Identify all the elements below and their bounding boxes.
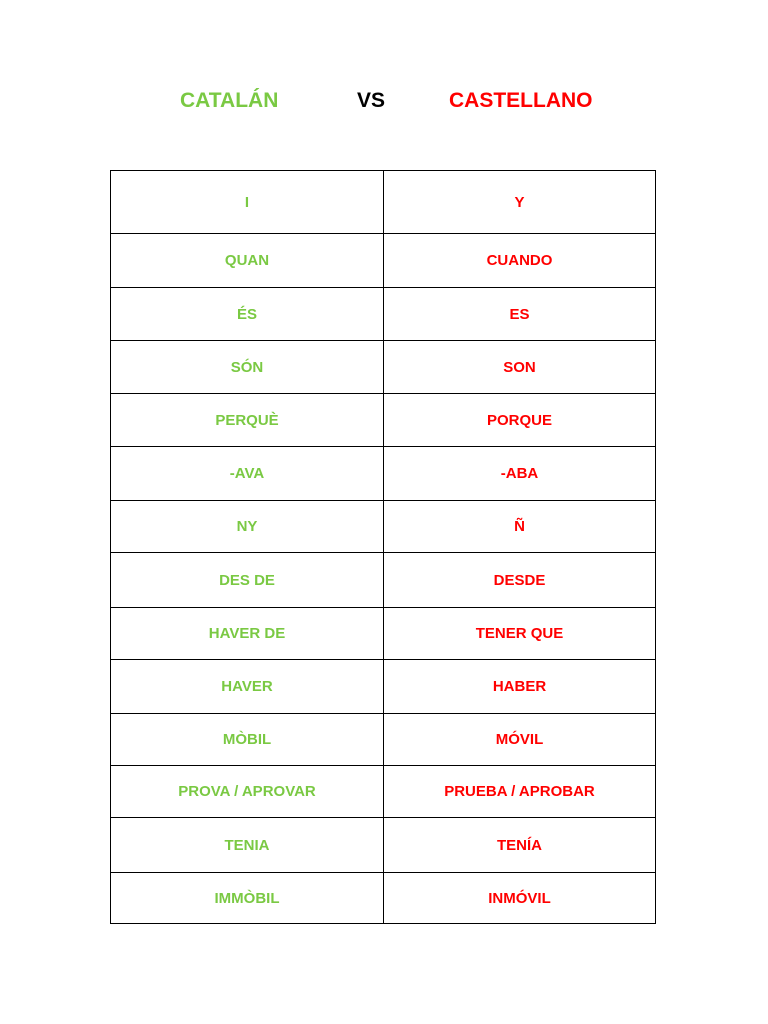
castellano-word-cell: CUANDO (384, 234, 656, 288)
catalan-word-cell: SÓN (111, 341, 384, 394)
castellano-word-cell: SON (384, 341, 656, 394)
catalan-word-cell: NY (111, 501, 384, 553)
table-row (111, 818, 656, 873)
catalan-word-cell: MÒBIL (111, 714, 384, 766)
table-row (111, 394, 656, 447)
castellano-word-cell: PRUEBA / APROBAR (384, 766, 656, 818)
title-catalan: CATALÁN (180, 89, 279, 112)
catalan-word-cell: HAVER (111, 660, 384, 714)
catalan-word-cell: I (111, 171, 384, 234)
catalan-word-cell: IMMÒBIL (111, 873, 384, 924)
castellano-word-cell: Y (384, 171, 656, 234)
castellano-word-cell: ES (384, 288, 656, 341)
castellano-word-cell: INMÓVIL (384, 873, 656, 924)
table-row (111, 447, 656, 501)
catalan-word-cell: PERQUÈ (111, 394, 384, 447)
table-row (111, 501, 656, 553)
table-row (111, 660, 656, 714)
vocabulary-table (110, 170, 656, 924)
table-row (111, 288, 656, 341)
table-row (111, 553, 656, 608)
castellano-word-cell: HABER (384, 660, 656, 714)
castellano-word-cell: TENER QUE (384, 608, 656, 660)
catalan-word-cell: TENIA (111, 818, 384, 873)
catalan-word-cell: PROVA / APROVAR (111, 766, 384, 818)
table-row (111, 714, 656, 766)
vocabulary-table-body (111, 171, 656, 924)
castellano-word-cell: MÓVIL (384, 714, 656, 766)
castellano-word-cell: TENÍA (384, 818, 656, 873)
castellano-word-cell: -ABA (384, 447, 656, 501)
table-row (111, 608, 656, 660)
castellano-word-cell: PORQUE (384, 394, 656, 447)
table-row (111, 171, 656, 234)
table-row (111, 873, 656, 924)
table-row (111, 341, 656, 394)
catalan-word-cell: QUAN (111, 234, 384, 288)
catalan-word-cell: ÉS (111, 288, 384, 341)
catalan-word-cell: -AVA (111, 447, 384, 501)
castellano-word-cell: DESDE (384, 553, 656, 608)
catalan-word-cell: DES DE (111, 553, 384, 608)
table-row (111, 766, 656, 818)
title-vs: VS (357, 89, 386, 112)
castellano-word-cell: Ñ (384, 501, 656, 553)
table-row (111, 234, 656, 288)
catalan-word-cell: HAVER DE (111, 608, 384, 660)
title-castellano: CASTELLANO (449, 89, 593, 112)
